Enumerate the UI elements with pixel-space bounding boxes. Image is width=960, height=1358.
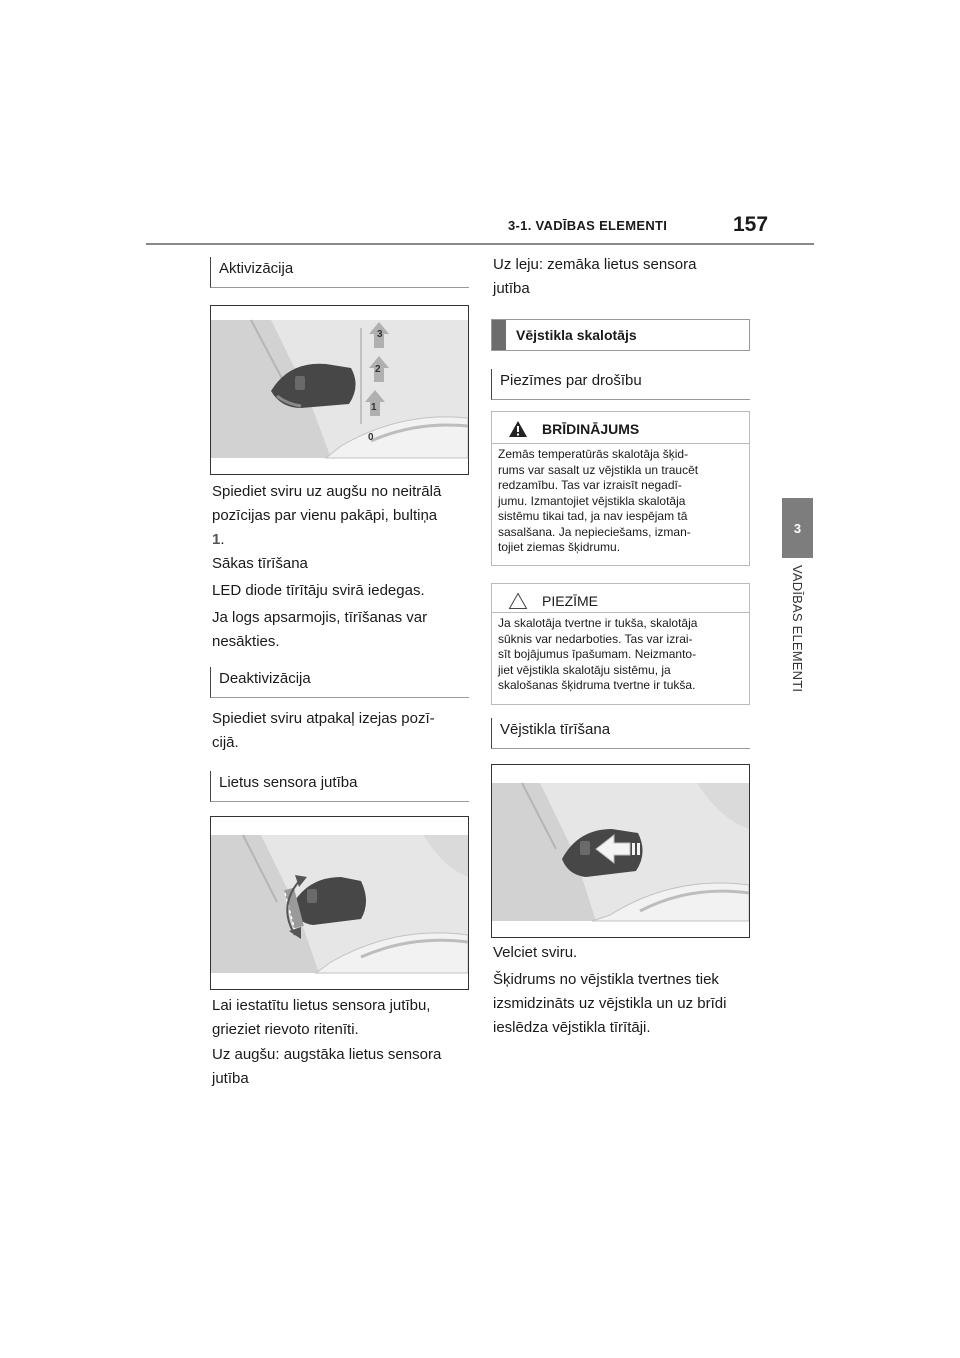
chapter-tab: 3 xyxy=(782,498,813,558)
heading-safety xyxy=(491,369,750,400)
heading-deactivation-text: Deaktivizācija xyxy=(219,670,311,687)
warning-line: sistēmu tikai tad, ja nav iespējam tā xyxy=(498,509,688,523)
warning-box xyxy=(491,411,750,566)
sensitivity-p3-line-2: jutība xyxy=(493,280,530,297)
note-line: sūknis var nedarboties. Tas var izrai- xyxy=(498,631,693,646)
deactivation-paragraph xyxy=(212,707,474,755)
sensitivity-paragraph-1 xyxy=(212,994,474,1042)
heading-safety-text: Piezīmes par drošību xyxy=(500,372,642,389)
warning-line: jumu. Izmantojiet vējstikla skalotāja xyxy=(498,493,686,508)
note-rule xyxy=(492,612,749,613)
note-line: jiet vējstikla skalotāju sistēmu, ja xyxy=(498,662,671,677)
arrow-label-1: 1 xyxy=(371,402,377,413)
arrow-reference: 1 xyxy=(212,531,221,548)
note-line: skalošanas šķidruma tvertne ir tukša. xyxy=(498,678,696,692)
note-line: sīt bojājumus īpašumam. Neizmanto- xyxy=(498,647,697,661)
arrow-label-3: 3 xyxy=(377,329,383,340)
sensitivity-p2-line-2: jutība xyxy=(212,1070,249,1087)
page-number: 157 xyxy=(733,213,769,236)
activation-line-1: Spiediet sviru uz augšu no neitrālā xyxy=(212,483,442,500)
note-box xyxy=(491,583,750,705)
activation-line-3-end: . xyxy=(220,531,225,548)
warning-line: tojiet ziemas šķidrumu. xyxy=(498,540,621,554)
cleaning-paragraph-2 xyxy=(493,968,761,1040)
sensitivity-paragraph-2 xyxy=(212,1043,474,1091)
warning-line: sasalšana. Ja nepieciešams, izman- xyxy=(498,524,691,539)
sensitivity-line-2: grieziet rievoto ritenīti. xyxy=(212,1021,359,1038)
activation-line-3 xyxy=(212,528,474,552)
note-text xyxy=(498,616,741,694)
note-line: Ja skalotāja tvertne ir tukša, skalotāja xyxy=(498,616,698,630)
heading-deactivation xyxy=(210,667,469,698)
activation-paragraph-2: Sākas tīrīšana xyxy=(212,555,308,572)
warning-text xyxy=(498,447,741,556)
stalk-illustration-2 xyxy=(211,817,468,989)
warning-triangle-outline-icon xyxy=(508,592,528,610)
sensitivity-paragraph-3 xyxy=(493,253,755,301)
deactivation-line-2: cijā. xyxy=(212,734,239,751)
heading-sensitivity-text: Lietus sensora jutība xyxy=(219,774,358,791)
figure-stalk-pull xyxy=(491,764,750,938)
figure-stalk-activation xyxy=(210,305,469,475)
warning-line: Zemās temperatūrās skalotāja šķid- xyxy=(498,447,689,461)
activation-line-2: pozīcijas par vienu pakāpi, bultiņa xyxy=(212,507,438,524)
warning-triangle-filled-icon xyxy=(508,420,528,438)
warning-rule xyxy=(492,443,749,444)
activation-p4-line-1: Ja logs apsarmojis, tīrīšanas var xyxy=(212,609,428,626)
arrow-label-2: 2 xyxy=(375,364,381,375)
stalk-illustration-3 xyxy=(492,765,749,937)
cleaning-line-3: ieslēdza vējstikla tīrītāji. xyxy=(493,1019,651,1036)
warning-title: BRĪDINĀJUMS xyxy=(542,421,640,437)
warning-line: rums var sasalt uz vējstikla un traucēt xyxy=(498,462,699,477)
arrow-label-0: 0 xyxy=(368,432,374,443)
sensitivity-p2-line-1: Uz augšu: augstāka lietus sensora xyxy=(212,1046,442,1063)
cleaning-line-2: izsmidzināts uz vējstikla un uz brīdi xyxy=(493,995,727,1012)
cleaning-line-1: Šķidrums no vējstikla tvertnes tiek xyxy=(493,971,719,988)
heading-cleaning-text: Vējstikla tīrīšana xyxy=(500,721,611,738)
heading-activation-text: Aktivizācija xyxy=(219,260,294,277)
warning-line: redzamību. Tas var izraisīt negadī- xyxy=(498,478,682,492)
section-title: 3-1. VADĪBAS ELEMENTI xyxy=(508,218,668,233)
chapter-label-text: VADĪBAS ELEMENTI xyxy=(789,565,805,693)
cleaning-paragraph-1: Velciet sviru. xyxy=(493,944,578,961)
deactivation-line-1: Spiediet sviru atpakaļ izejas pozī- xyxy=(212,710,435,727)
activation-paragraph-3: LED diode tīrītāju svirā iedegas. xyxy=(212,582,425,599)
header-rule xyxy=(146,243,814,245)
heading-sensitivity xyxy=(210,771,469,802)
sensitivity-line-1: Lai iestatītu lietus sensora jutību, xyxy=(212,997,431,1014)
figure-rain-sensor-wheel xyxy=(210,816,469,990)
section-title-bar xyxy=(492,320,506,350)
note-title: PIEZĪME xyxy=(542,593,599,609)
activation-paragraph-1 xyxy=(212,480,474,552)
sensitivity-p3-line-1: Uz leju: zemāka lietus sensora xyxy=(493,256,697,273)
chapter-label xyxy=(782,565,813,725)
heading-activation xyxy=(210,257,469,288)
heading-cleaning xyxy=(491,718,750,749)
washer-title-text: Vējstikla skalotājs xyxy=(516,327,637,343)
activation-p4-line-2: nesākties. xyxy=(212,633,280,650)
stalk-illustration-1 xyxy=(211,306,468,474)
activation-paragraph-4 xyxy=(212,606,474,654)
washer-section-title xyxy=(491,319,750,351)
